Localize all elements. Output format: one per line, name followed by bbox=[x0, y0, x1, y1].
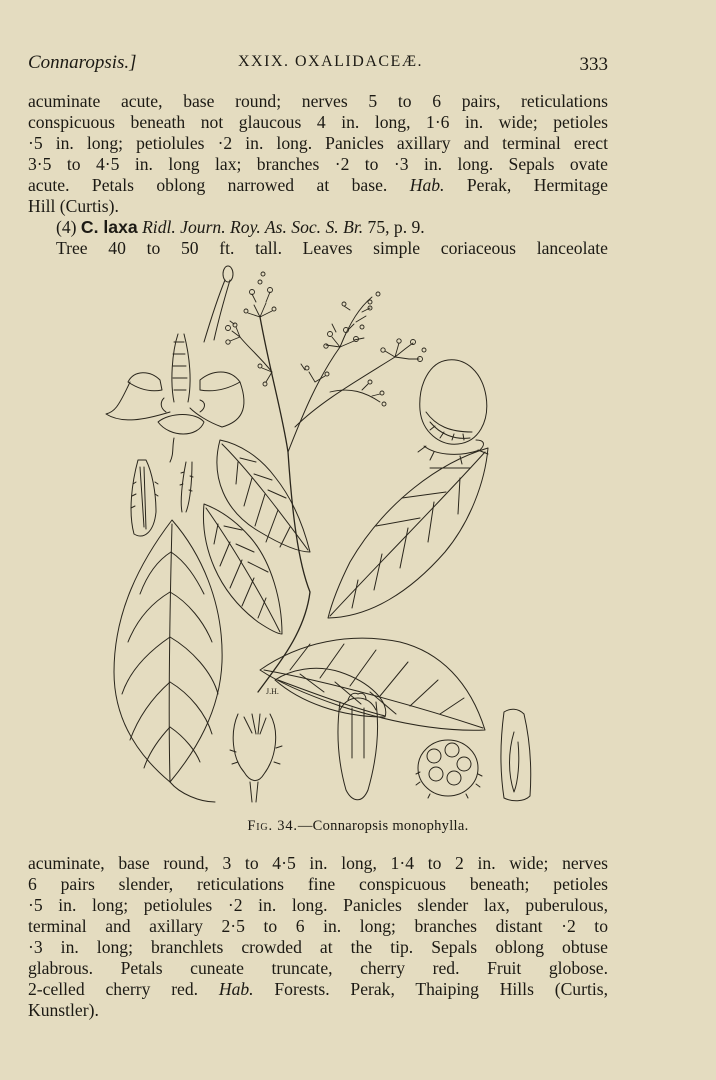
text-line: ·3 in. long; branchlets crowded at the tip. Sepals oblong obtuse bbox=[28, 937, 608, 957]
main-stem bbox=[258, 317, 310, 692]
text-line: Hill (Curtis). bbox=[28, 196, 119, 216]
caption-label: Fig. 34. bbox=[247, 818, 298, 834]
hab-label: Hab. bbox=[409, 175, 445, 195]
leaf-right-upper bbox=[328, 448, 488, 618]
species-number: (4) bbox=[56, 217, 77, 237]
text-line: 2-celled cherry red. Hab. Forests. Perak, Thaiping Hills (Curtis, bbox=[28, 979, 608, 999]
ovary-section-detail bbox=[416, 740, 482, 798]
leaf-left-middle bbox=[203, 504, 282, 634]
species-name: C. laxa bbox=[80, 217, 138, 237]
text-block-bottom bbox=[28, 853, 608, 1021]
text-block-top bbox=[28, 91, 608, 259]
text-line: glabrous. Petals cuneate truncate, cherry red. Fruit globose. bbox=[28, 958, 608, 978]
running-header bbox=[28, 52, 608, 80]
hab-label: Hab. bbox=[218, 979, 254, 999]
text-line: 3·5 to 4·5 in. long lax; branches ·2 to ·3 in. long. Sepals ovate bbox=[28, 154, 608, 174]
species-citation: 75, p. 9. bbox=[367, 217, 425, 237]
page-number: 333 bbox=[579, 54, 608, 75]
text-line: Kunstler). bbox=[28, 1000, 99, 1020]
text-line: 6 pairs slender, reticulations fine conspicuous beneath; petioles bbox=[28, 874, 608, 894]
text-line: ·5 in. long; petiolules ·2 in. long. Panicles slender lax, puberulous, bbox=[28, 895, 608, 915]
botanical-illustration bbox=[100, 262, 550, 812]
species-heading bbox=[28, 217, 608, 238]
inflorescence bbox=[226, 272, 427, 406]
text-line: ·5 in. long; petiolules ·2 in. long. Panicles axillary and terminal erect bbox=[28, 133, 608, 153]
calyx-detail-left bbox=[230, 714, 282, 802]
header-genus: Connaropsis.] bbox=[28, 52, 137, 73]
text-line: acuminate, base round, 3 to 4·5 in. long, 1·4 to 2 in. wide; nerves bbox=[28, 853, 608, 873]
text-line: acuminate acute, base round; nerves 5 to 6 pairs, reticulations bbox=[28, 91, 608, 111]
text-line: terminal and axillary 2·5 to 6 in. long; branches distant ·2 to bbox=[28, 916, 608, 936]
seed-detail bbox=[501, 709, 531, 801]
text-line: conspicuous beneath not glaucous 4 in. long, 1·6 in. wide; petioles bbox=[28, 112, 608, 132]
figure-caption bbox=[0, 818, 716, 835]
description-start: Tree 40 to 50 ft. tall. Leaves simple coriaceous lanceolate bbox=[56, 238, 608, 258]
flower-detail bbox=[106, 334, 244, 462]
species-authority: Ridl. Journ. Roy. As. Soc. S. Br. bbox=[142, 217, 364, 237]
text-line: acute. Petals oblong narrowed at base. Hab. Perak, Hermitage bbox=[28, 175, 608, 195]
flower-side-detail bbox=[338, 693, 378, 800]
fruit-detail bbox=[418, 360, 488, 464]
header-family: XXIX. OXALIDACEÆ. bbox=[238, 53, 424, 70]
caption-text: —Connaropsis monophylla. bbox=[297, 818, 469, 834]
stamen-hairy-detail bbox=[131, 460, 193, 536]
illustrator-signature: J.H. bbox=[266, 687, 279, 696]
leaf-large-left bbox=[114, 520, 222, 802]
